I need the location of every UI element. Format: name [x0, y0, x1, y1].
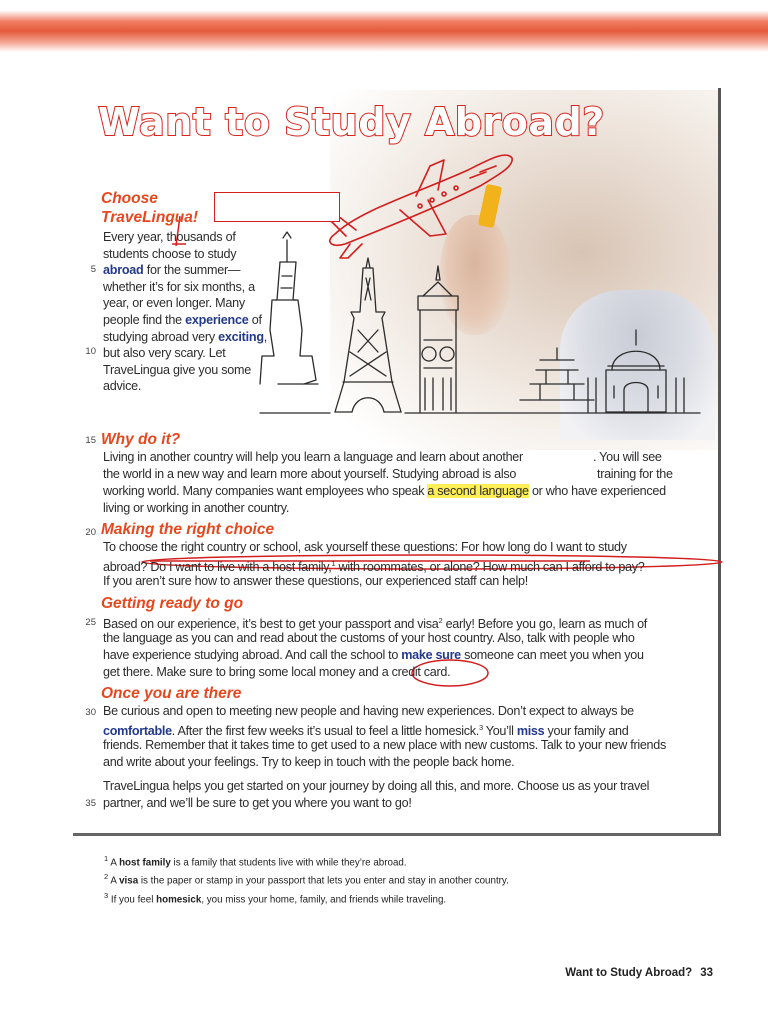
line-number: 25 — [85, 617, 96, 628]
body-text: Based on our experience, it’s best to get your passport and visa — [103, 617, 439, 632]
there-line-3: friends. Remember that it takes time to get used to a new place with new customs. Talk to your new friends — [103, 738, 666, 752]
line-number: 5 — [90, 264, 96, 275]
vocab-make-sure: make sure — [401, 648, 461, 662]
line-number: 20 — [85, 527, 96, 538]
intro-heading-line2: TraveLingua! — [101, 209, 199, 226]
body-text: with roommates, or alone? How much can I afford to pay? — [335, 560, 645, 575]
vocab-miss: miss — [516, 724, 545, 739]
page-footer — [565, 967, 713, 979]
line-number: 30 — [85, 707, 96, 718]
body-text: your family and — [544, 724, 629, 739]
footnote-ref: 1 — [331, 559, 336, 568]
why-line-4: living or working in another country. — [103, 501, 290, 515]
footnote-1: $^1$ A host family is a family that students live with while they’re abroad. — [104, 854, 407, 869]
ready-line-3 — [103, 647, 644, 664]
intro-text: , but also very scary. Let TraveLingua give you some advice. — [103, 329, 268, 394]
footnote-ref: 3 — [478, 723, 483, 732]
there-line-1: Be curious and open to meeting new people and having new experiences. Don’t expect to always be — [103, 704, 634, 718]
vocab-abroad: abroad — [103, 263, 144, 278]
why-line-1 — [103, 449, 523, 466]
taj-mahal-icon — [588, 330, 684, 412]
footer-title: Want to Study Abroad? — [565, 967, 693, 979]
section-heading-there: Once you are there — [101, 685, 242, 702]
why-line-2-end: training for the — [597, 467, 673, 481]
body-text: someone can meet you when you — [460, 648, 644, 662]
body-text: early! Before you go, learn as much of — [442, 617, 647, 632]
answer-blank-box — [214, 192, 340, 222]
choice-line-1: To choose the right country or school, ask yourself these questions: For how long do I want to study — [103, 540, 627, 554]
body-text: or who have experienced — [528, 484, 666, 498]
ready-line-4: get there. Make sure to bring some local money and a credit card. — [103, 665, 451, 679]
line-number: 15 — [85, 435, 96, 446]
closing-line-2: partner, and we’ll be sure to get you where you want to go! — [103, 796, 412, 810]
body-text: You’ll — [482, 724, 517, 739]
why-line-2: the world in a new way and learn more about yourself. Studying abroad is also — [103, 467, 517, 481]
intro-text: Every year, thousands of students choose to study — [103, 230, 237, 261]
footnote-2: $^2$ A visa is the paper or stamp in your passport that lets you enter and stay in another country. — [104, 872, 509, 887]
body-text: abroad? Do I want to live with a host family, — [103, 560, 332, 575]
why-line-3 — [103, 483, 666, 500]
page-number: 33 — [700, 967, 713, 979]
there-line-4: and write about your feelings. Try to keep in touch with the people back home. — [103, 755, 515, 769]
airplane-sketch-icon — [330, 155, 512, 258]
body-text: . After the first few weeks it’s usual to feel a little homesick. — [171, 724, 479, 739]
intro-text: for the summer— whether it’s for six months, a year, or even longer. Many people find the — [103, 263, 255, 327]
intro-heading-line1: Choose — [101, 190, 158, 207]
section-heading-ready: Getting ready to go — [101, 595, 244, 612]
pagoda-icon — [520, 348, 594, 400]
section-heading-choice: Making the right choice — [101, 521, 275, 538]
intro-paragraph — [103, 229, 273, 395]
ready-line-2: the language as you can and read about the customs of your host country. Also, talk with people who — [103, 631, 635, 645]
footnote-3: $^3$ If you feel homesick, you miss your home, family, and friends while traveling. — [104, 890, 447, 905]
section-heading-why: Why do it? — [101, 431, 181, 448]
eiffel-tower-icon — [335, 258, 401, 412]
footnote-ref: 2 — [438, 616, 443, 625]
vocab-experience: experience — [185, 312, 249, 327]
footnotes — [104, 852, 509, 907]
closing-line-1: TraveLingua helps you get started on your journey by doing all this, and more. Choose us as your travel — [103, 779, 650, 793]
big-ben-icon — [418, 266, 458, 412]
vocab-comfortable: comfortable — [103, 724, 172, 739]
vocab-exciting: exciting — [218, 329, 264, 344]
body-text: Living in another country will help you learn a language and learn about another — [103, 450, 523, 464]
body-text: have experience studying abroad. And call the school to — [103, 648, 402, 662]
choice-line-3: If you aren’t sure how to answer these questions, our experienced staff can help! — [103, 574, 528, 588]
intro-text: of studying abroad very — [103, 312, 262, 344]
body-text: working world. Many companies want employees who speak — [103, 484, 428, 498]
line-number: 10 — [85, 346, 96, 357]
line-number: 35 — [85, 798, 96, 809]
why-line-1-end: . You will see — [593, 450, 662, 464]
page-title: Want to Study Abroad? — [98, 100, 605, 144]
highlighted-phrase: a second language — [427, 484, 529, 498]
